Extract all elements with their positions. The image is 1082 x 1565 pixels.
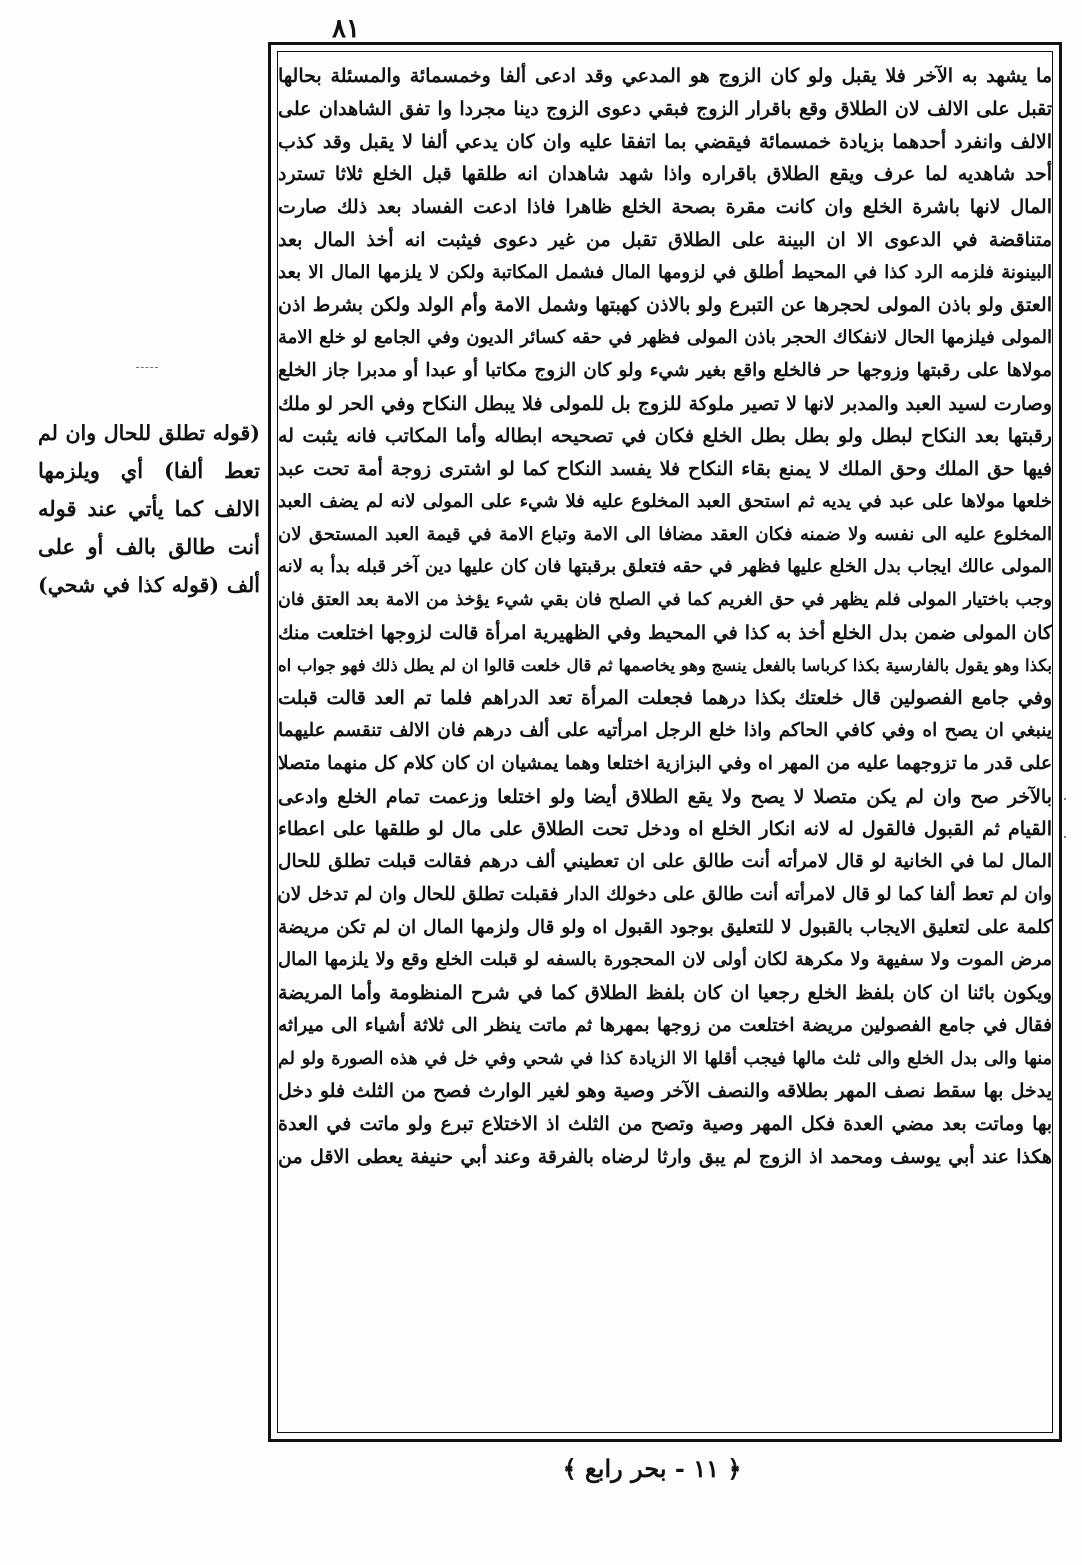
margin-note-line: الالف كما يأتي عند قوله: [38, 496, 260, 521]
text-line: فقال في جامع الفصولين مريضة اختلعت من زوجها بمهرها ثم ماتت ينظر الى ثلاثة أشياء الى ميراثه: [278, 1014, 1052, 1036]
text-line: القيام ثم القبول فالقول له لانه انكار الخلع اه ودخل تحت الطلاق على مال لو طلقها على اعطاء: [278, 818, 1052, 841]
page-number: ٨١: [332, 14, 360, 44]
text-line: بالآخر صح وان لم يكن متصلا لا يصح ولا يقع الطلاق أيضا ولو اختلعا وزعمت تمام الخلع وادعى: [278, 785, 1052, 808]
text-line: ينبغي ان يصح اه وفي كافي الحاكم واذا خلع الرجل امرأتيه على ألف درهم فان الالف تنقسم عليهما: [278, 720, 1052, 741]
text-line: المال لما في الخانية لو قال لامرأته أنت طالق على ان تعطيني ألف درهم فقالت قبلت تطلق للحال: [278, 851, 1052, 872]
text-line: أحد شاهديه لما عرف ويقع الطلاق باقراره واذا شهد شاهدان انه طلقها قبل الخلع ثلاثا تسترد: [278, 163, 1052, 186]
text-line: يدخل بها سقط نصف المهر بطلاقه والنصف الآخر وصية وهو لغير الوارث فصح من الثلث فلو دخل: [278, 1080, 1052, 1103]
text-line: بكذا وهو يقول بالفارسية بكذا كرباسا بالفعل ينسج وهو يخاصمها ثم قال خلعت قالوا ان لم يطل ذلك فهو جواب اه: [278, 655, 1052, 675]
text-line: وصارت لسيد العبد والمدبر لانها لا تصير ملوكة للزوج بل للمولى فلا يبطل النكاح وفي الحر لو ملك: [278, 392, 1052, 415]
text-line: على قدر ما تزوجهما عليه من المهر اه وفي البزازية اختلعا وهما يمشيان ان كان كلام كل منهما متصلا: [278, 752, 1052, 774]
text-line: المال لانها باشرة الخلع وان كانت مقرة بصحة الخلع ظاهرا فاذا ادعت الفساد بعد ذلك صارت: [278, 196, 1052, 218]
text-line: ما يشهد به الآخر فلا يقبل ولو كان الزوج هو المدعي وقد ادعى ألفا وخمسمائة والمسئلة بحالها: [278, 65, 1052, 87]
text-line: كان المولى ضمن بدل الخلع أخذ به كذا في المحيط وفي الظهيرية امرأة قالت لزوجها اختلعت منك: [278, 621, 1052, 644]
margin-note-line: (قوله تطلق للحال وان لم: [38, 421, 260, 445]
main-text-block: [274, 60, 1056, 1440]
text-line: البينونة فلزمه الرد كذا في المحيط أطلق في لزومها المال فشمل المكاتبة ولكن لا يلزمها المال الا بعد: [278, 261, 1052, 283]
text-line: رقبتها بعد النكاح لبطل ولو بطل بطل الخلع فكان في تصحيحه ابطاله وأما المكاتب فانه يثبت له: [278, 425, 1052, 448]
text-line: ويكون بائنا ان كان بلفظ الخلع رجعيا ان كان بلفظ الطلاق كما في شرح المنظومة وأما المريضة: [278, 982, 1052, 1004]
text-line: مرض الموت ولا سفيهة ولا مكرهة لكان أولى لان المحجورة بالسفه لو قبلت الخلع وقع ولا يلزمها المال: [278, 949, 1052, 971]
text-line: مولاها على رقبتها وزوجها حر فالخلع واقع بغير شيء ولو كان الزوج مكاتبا أو عبدا أو مدبرا جاز الخلع: [278, 359, 1052, 381]
text-line: بها وماتت بعد مضي العدة فكل المهر وصية وتصح من الثلث اذ الاختلاع تبرع ولو ماتت في العدة: [278, 1113, 1052, 1135]
text-line: المخلوع عليه الى نفسه ولا ضمنه فكان العقد مضافا الى الامة وتباع الامة في قيمة العبد المستحق لان: [278, 523, 1052, 545]
text-line: متناقضة في الدعوى الا ان البينة على الطلاق تقبل من غير دعوى فيثبت انه أخذ المال بعد: [278, 228, 1052, 251]
text-line: وان لم تعط ألفا كما لو قال لامرأته أنت طالق على دخولك الدار فقبلت تطلق للحال وان لم تدخل لان: [277, 883, 1052, 905]
scan-speck: [1064, 798, 1066, 800]
text-line: منها والى بدل الخلع والى ثلث مالها فيجب أقلها الا الزيادة كذا في شحي وفي خل في هذه الصورة ولو لم: [278, 1048, 1052, 1069]
margin-note-line: أنت طالق بالف أو على: [38, 534, 260, 559]
signature-mark: ﴿ ١١ - بحر رابع ﴾: [562, 1454, 742, 1483]
margin-separator: [136, 367, 158, 369]
text-line: الالف وانفرد أحدهما بزيادة خمسمائة فيقضي بما اتفقا عليه وان كان يدعي ألفا لا يقبل وقد كذب: [278, 130, 1052, 153]
text-line: وجب باختيار المولى فلم يظهر في حق الغريم كما في الصلح فان بقي شيء يؤخذ من الامة بعد العتق فان: [278, 590, 1052, 610]
text-line: كلمة على لتعليق الايجاب بالقبول لا للتعليق بوجود القبول اه ولو قال ولزمها المال ان لم تكن مريضة: [278, 916, 1052, 938]
margin-note-line: تعط ألفا) أي ويلزمها: [38, 458, 260, 483]
text-line: هكذا عند أبي يوسف ومحمد اذ الزوج لم يبق وارثا لرضاه بالفرقة وعند أبي حنيفة يعطى الاقل من: [278, 1145, 1052, 1168]
text-line: المولى عالك ايجاب بدل الخلع عليها فظهر في حقه فتعلق برقبتها فان كان عليها دين آخر قبله بدأ به لانه: [278, 556, 1052, 578]
text-line: العتق ولو باذن المولى لحجرها عن التبرع ولو بالاذن كهبتها وشمل الامة وأم الولد ولكن بشرط اذن: [278, 294, 1052, 317]
text-line: المولى فيلزمها الحال لانفكاك الحجر باذن المولى فظهر في حقه كسائر الديون وفي الجامع لو خلع الامة: [278, 327, 1052, 348]
text-line: وفي جامع الفصولين قال خلعتك بكذا درهما فجعلت المرأة تعد الدراهم فلما تم العد قالت قبلت: [278, 687, 1052, 710]
margin-note: [38, 414, 260, 604]
margin-note-line: ألف (قوله كذا في شحي): [38, 573, 260, 597]
text-line: خلعها مولاها على عبد في يديه ثم استحق العبد المخلوع عليه فلا شيء على المولى لانه لم يضف العبد: [278, 490, 1052, 512]
text-line: تقبل على الالف لان الطلاق وقع باقرار الزوج فبقي دعوى الزوج دينا مجردا وا تفق الشاهدان على: [278, 97, 1052, 120]
text-line: فيها حق الملك وحق الملك لا يمنع بقاء النكاح فلا يفسد النكاح كما لو اشترى زوجة أمة تحت عبد: [278, 458, 1052, 480]
scan-speck: [1064, 836, 1066, 838]
